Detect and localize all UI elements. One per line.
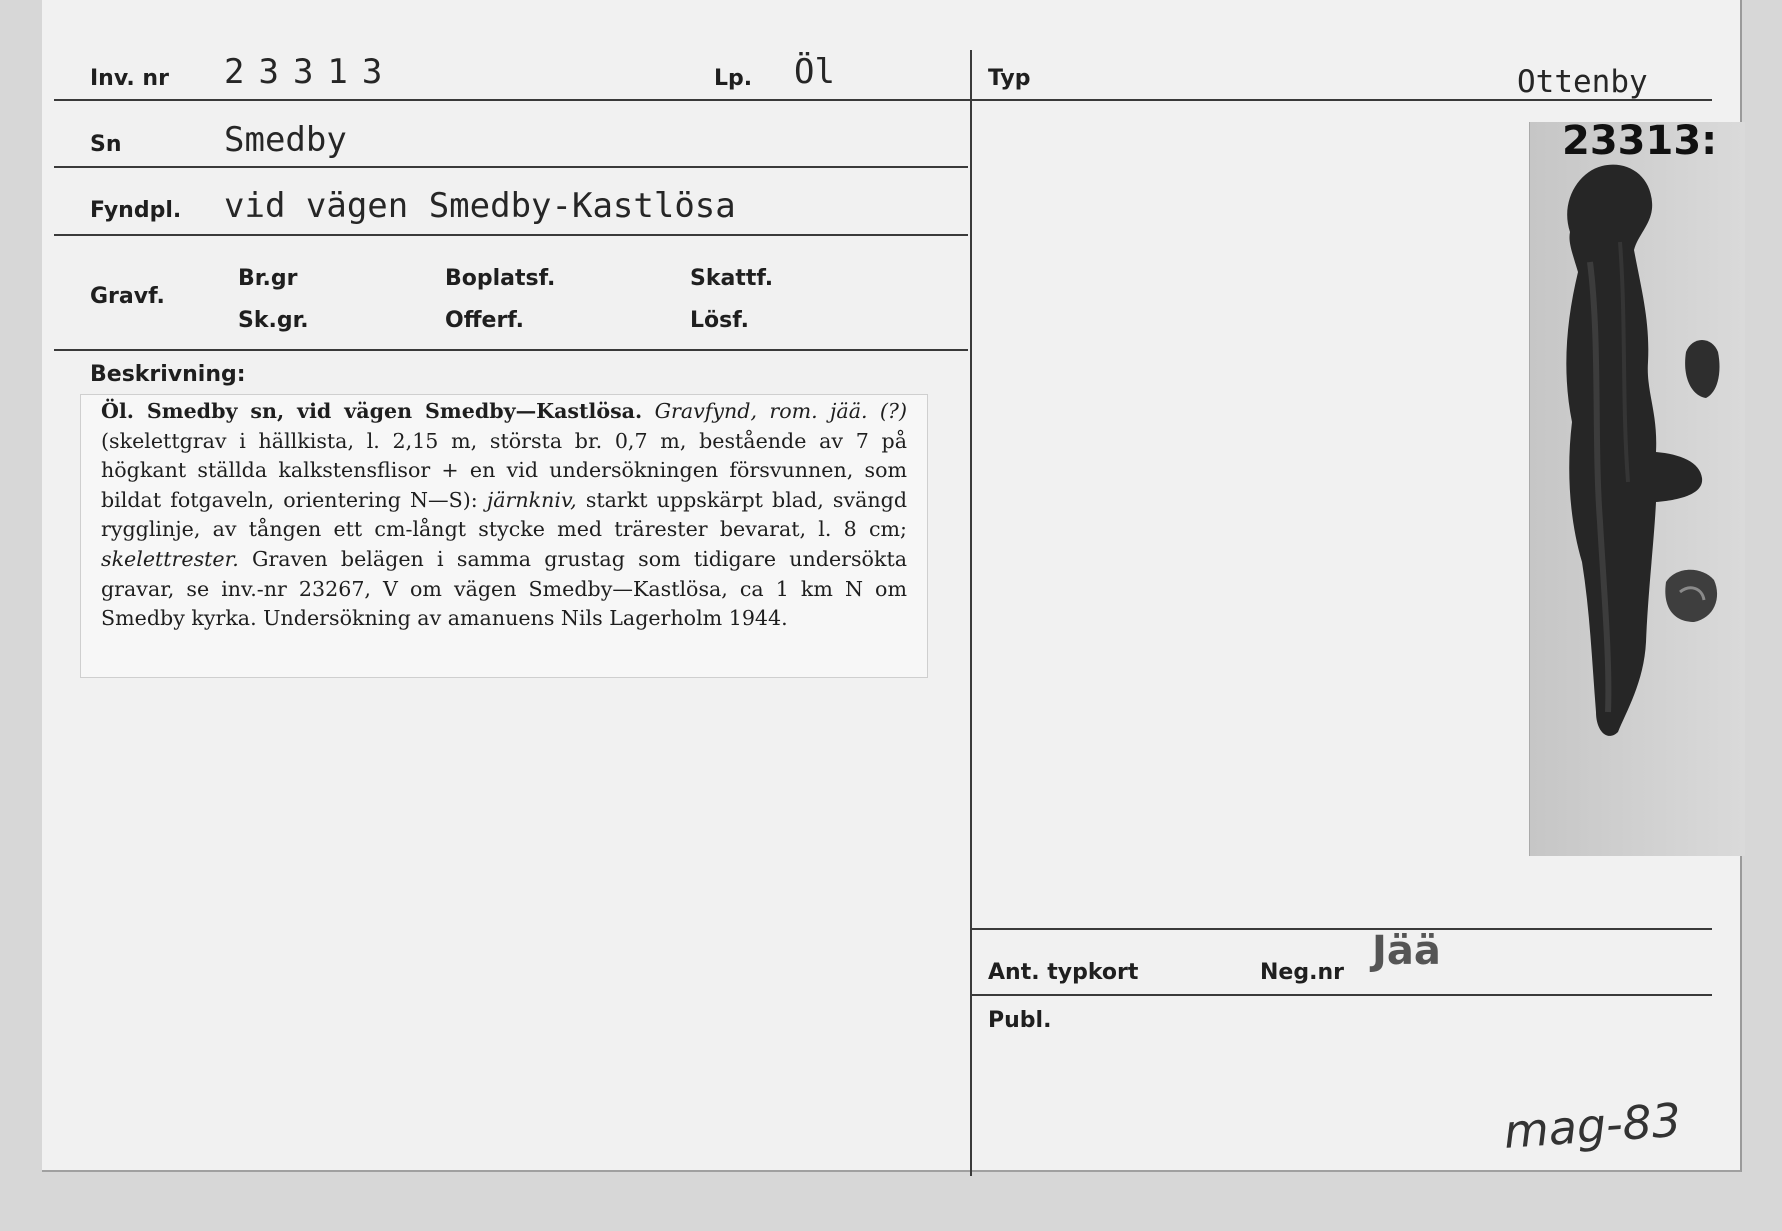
description-type: Gravfynd, rom. jää. (?): [654, 399, 907, 423]
neg-nr-value: Jää: [1372, 928, 1441, 974]
divider-line: [972, 994, 1712, 996]
description-remains: skelettrester.: [101, 546, 239, 571]
sk-gr-label: Sk.gr.: [238, 308, 309, 333]
divider-line: [972, 928, 1712, 930]
description-object: järnkniv,: [486, 487, 577, 512]
fyndpl-value: vid vägen Smedby-Kastlösa: [224, 186, 736, 226]
publ-label: Publ.: [988, 1008, 1052, 1033]
divider-line: [54, 99, 1712, 101]
typ-label: Typ: [988, 66, 1031, 91]
inv-nr-value: 23313: [224, 52, 397, 92]
description-heading: Öl. Smedby sn, vid vägen Smedby—Kastlösa.: [101, 399, 643, 423]
neg-nr-label: Neg.nr: [1260, 960, 1344, 985]
divider-line: [54, 349, 968, 351]
sn-value: Smedby: [224, 120, 347, 160]
ant-typkort-label: Ant. typkort: [988, 960, 1139, 985]
offerf-label: Offerf.: [445, 308, 525, 333]
description-text-3: Graven belägen i samma grustag som tidigare undersökta gravar, se inv.-nr 23267, V om vägen Smedby—Kastlösa, ca 1 km N om Smedby kyrka. Undersökning av amanuens Nils Lagerholm 1944.: [101, 546, 907, 631]
description-text-2: starkt uppskärpt blad, svängd rygglinje, av tången ett cm-långt stycke med trärester bevarat, l. 8 cm;: [101, 487, 908, 542]
skattf-label: Skattf.: [690, 266, 774, 291]
artifact-photo: [1529, 122, 1745, 856]
lp-value: Öl: [794, 52, 835, 92]
sn-label: Sn: [90, 132, 122, 157]
iron-knife-photo-icon: [1530, 122, 1745, 856]
losf-label: Lösf.: [690, 308, 749, 333]
gravf-label: Gravf.: [90, 284, 165, 309]
description-slip: [80, 394, 928, 678]
divider-line: [54, 166, 968, 168]
fyndpl-label: Fyndpl.: [90, 198, 182, 223]
boplatsf-label: Boplatsf.: [445, 266, 556, 291]
beskrivning-label: Beskrivning:: [90, 362, 246, 387]
column-divider: [970, 50, 972, 1176]
divider-line: [54, 234, 968, 236]
photo-number: 23313:: [1562, 118, 1718, 164]
br-gr-label: Br.gr: [238, 266, 298, 291]
catalog-card: [42, 0, 1742, 1172]
inv-nr-label: Inv. nr: [90, 66, 169, 91]
lp-label: Lp.: [714, 66, 753, 91]
typ-value: Ottenby: [1517, 64, 1648, 100]
description-text-1: (skelettgrav i hällkista, l. 2,15 m, största br. 0,7 m, bestående av 7 på högkant ställda kalkstensflisor + en vid undersökningen försvunnen, som bildat fotgaveln, orientering N—S):: [101, 428, 907, 512]
handwritten-note: mag-83: [1502, 1092, 1683, 1159]
